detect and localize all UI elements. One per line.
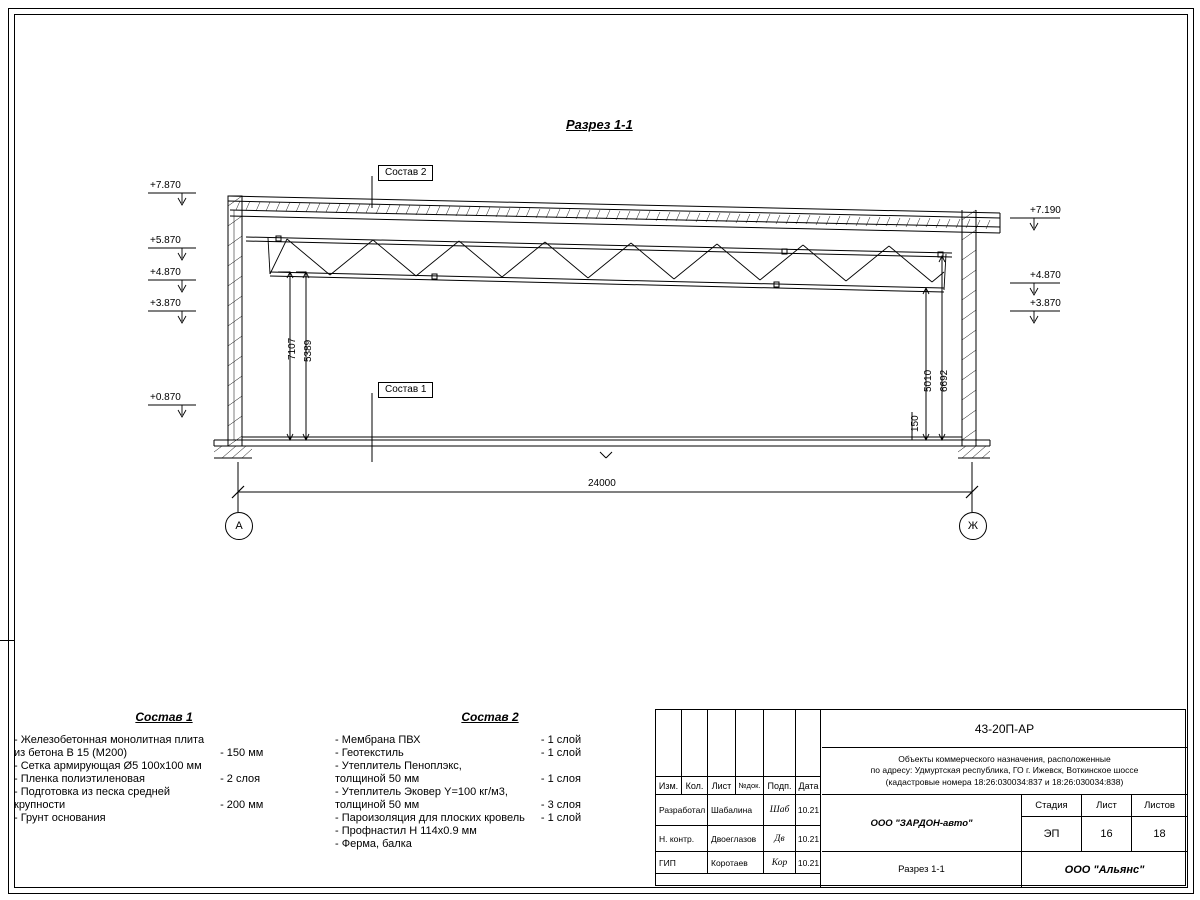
stamp-col-podp <box>764 710 796 776</box>
spec-1-qty <box>204 760 263 773</box>
spec-1-row <box>14 734 263 747</box>
elevation-label-right-1: +7.190 <box>1030 205 1061 216</box>
elevation-label-right-2: +4.870 <box>1030 270 1061 281</box>
spec-block-2 <box>335 710 645 851</box>
stamp-date-1: 10.21 <box>796 795 821 826</box>
overall-dimension: 24000 <box>588 478 616 489</box>
spec-2-text: - Профнастил Н 114х0.9 мм <box>335 825 477 837</box>
spec-1-qty <box>204 786 263 799</box>
spec-2-qty: - 1 слой <box>540 747 582 759</box>
stamp-header-izm: Изм. <box>656 776 682 795</box>
spec-2-row <box>335 786 581 799</box>
spec-2-row <box>335 773 581 786</box>
vdim-7107: 7107 <box>287 337 298 360</box>
spec-1-qty <box>204 734 263 747</box>
stamp-sign-2: Дв <box>764 826 796 852</box>
spec-2-row <box>335 747 581 760</box>
spec-1-title: Состав 1 <box>135 710 193 724</box>
spec-1-text: крупности <box>14 799 66 811</box>
spec-2-text: - Мембрана ПВХ <box>335 734 421 746</box>
spec-1-text: - Железобетонная монолитная плита <box>14 734 205 746</box>
object-line-2: по адресу: Удмуртская республика, ГО г. Ижевск, Воткинское шоссе <box>870 765 1139 776</box>
stamp-stage-value: ЭП <box>1022 817 1082 852</box>
sheet-fold-mark <box>0 640 14 641</box>
spec-2-row <box>335 838 581 851</box>
stamp-role-1: Разработал <box>656 795 708 826</box>
spec-2-text: - Ферма, балка <box>335 838 412 850</box>
spec-1-text: из бетона В 15 (М200) <box>14 747 127 759</box>
spec-2-qty: - 1 слоя <box>540 773 581 785</box>
object-line-1: Объекты коммерческого назначения, расположенные <box>898 753 1111 764</box>
elevation-label-left-4: +3.870 <box>150 298 181 309</box>
stamp-col-izm <box>656 710 682 776</box>
stamp-stage-header: Стадия <box>1022 795 1082 817</box>
stamp-sign-3: Кор <box>764 852 796 874</box>
spec-block-1 <box>14 710 314 825</box>
stamp-name-3: Коротаев <box>708 852 764 874</box>
spec-2-text: - Утеплитель Эковер Y=100 кг/м3, <box>335 786 508 798</box>
callout-sostav-1: Состав 1 <box>378 382 433 398</box>
spec-2-text: - Пароизоляция для плоских кровель <box>335 812 525 824</box>
spec-2-title: Состав 2 <box>461 710 519 724</box>
drawing-title: Разрез 1-1 <box>566 117 633 132</box>
spec-2-row <box>335 812 581 825</box>
stamp-header-ndok: №док. <box>736 776 764 795</box>
object-line-3: (кадастровые номера 18:26:030034:837 и 18:26:030034:838) <box>885 776 1124 787</box>
spec-1-row <box>14 799 263 812</box>
stamp-header-podp: Подп. <box>764 776 796 795</box>
stamp-role-3: ГИП <box>656 852 708 874</box>
stamp-designer-org: ООО "Альянс" <box>1064 863 1145 876</box>
spec-1-qty: - 150 мм <box>220 747 264 759</box>
stamp-name-1: Шабалина <box>708 795 764 826</box>
stamp-doc-code: 43-20П-АР <box>822 710 1187 748</box>
spec-2-row <box>335 825 581 838</box>
stamp-date-2: 10.21 <box>796 826 821 852</box>
spec-1-text: - Грунт основания <box>14 812 106 824</box>
spec-2-text: - Утеплитель Пеноплэкс, <box>335 760 462 772</box>
spec-1-qty: - 200 мм <box>220 799 264 811</box>
vdim-5010: 5010 <box>923 369 934 392</box>
elevation-label-left-3: +4.870 <box>150 267 181 278</box>
spec-2-table <box>335 734 581 851</box>
spec-2-qty <box>525 786 581 799</box>
stamp-col-data <box>796 710 821 776</box>
elevation-label-left-2: +5.870 <box>150 235 181 246</box>
spec-2-row <box>335 799 581 812</box>
stamp-object-description <box>822 748 1187 795</box>
stamp-date-3: 10.21 <box>796 852 821 874</box>
stamp-sheets-header: Листов <box>1132 795 1187 817</box>
stamp-col-ndok <box>736 710 764 776</box>
stamp-sheets-value: 18 <box>1132 817 1187 852</box>
spec-2-qty: - 3 слоя <box>540 799 581 811</box>
spec-1-qty: - 2 слоя <box>220 773 261 785</box>
axis-bubble-a: А <box>225 512 253 540</box>
spec-2-row <box>335 734 581 747</box>
vdim-6692: 6692 <box>939 369 950 392</box>
axis-bubble-zh: Ж <box>959 512 987 540</box>
elevation-label-right-3: +3.870 <box>1030 298 1061 309</box>
spec-2-text: толщиной 50 мм <box>335 799 420 811</box>
stamp-sheet-name: Разрез 1-1 <box>822 852 1022 887</box>
spec-2-qty <box>525 760 581 773</box>
stamp-customer: ООО "ЗАРДОН-авто" <box>822 795 1022 852</box>
callout-sostav-2: Состав 2 <box>378 165 433 181</box>
spec-1-text: - Подготовка из песка средней <box>14 786 170 798</box>
stamp-header-kol: Кол. <box>682 776 708 795</box>
stamp-role-2: Н. контр. <box>656 826 708 852</box>
spec-1-text: - Пленка полиэтиленовая <box>14 773 145 785</box>
vdim-150: 150 <box>910 415 921 432</box>
stamp-name-2: Двоеглазов <box>708 826 764 852</box>
spec-2-text: - Геотекстиль <box>335 747 404 759</box>
elevation-label-left-1: +7.870 <box>150 180 181 191</box>
spec-2-text: толщиной 50 мм <box>335 773 420 785</box>
stamp-header-list: Лист <box>708 776 736 795</box>
spec-1-row <box>14 747 263 760</box>
spec-1-row <box>14 773 263 786</box>
title-block <box>655 709 1186 886</box>
stamp-sheet-value: 16 <box>1082 817 1132 852</box>
stamp-sign-1: Шаб <box>764 795 796 826</box>
stamp-header-data: Дата <box>796 776 821 795</box>
spec-1-row <box>14 786 263 799</box>
stamp-col-list <box>708 710 736 776</box>
spec-1-text: - Сетка армирующая Ø5 100х100 мм <box>14 760 202 772</box>
stamp-sheet-header: Лист <box>1082 795 1132 817</box>
spec-1-row <box>14 760 263 773</box>
spec-2-qty: - 1 слой <box>540 812 582 824</box>
spec-2-qty <box>525 838 581 851</box>
spec-1-row <box>14 812 263 825</box>
vdim-5389: 5389 <box>303 339 314 362</box>
spec-2-qty: - 1 слой <box>540 734 582 746</box>
spec-2-qty <box>525 825 581 838</box>
elevation-label-left-5: +0.870 <box>150 392 181 403</box>
spec-1-table <box>14 734 263 825</box>
spec-1-qty <box>204 812 263 825</box>
stamp-col-kol <box>682 710 708 776</box>
spec-2-row <box>335 760 581 773</box>
